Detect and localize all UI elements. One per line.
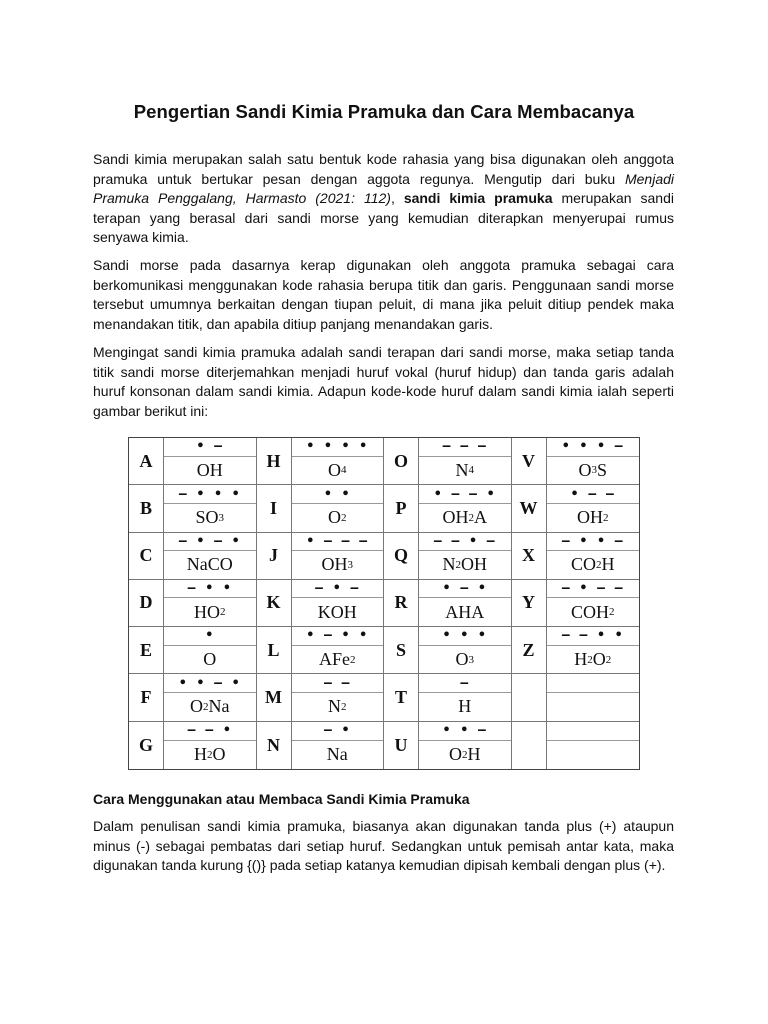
cipher-letter: B <box>129 485 164 531</box>
morse-code: – • • – <box>547 533 640 552</box>
cipher-code <box>419 438 511 484</box>
morse-code: – – • – <box>419 533 511 552</box>
paragraph-intro <box>93 150 674 248</box>
table-cell <box>257 722 385 769</box>
paragraph-usage: Dalam penulisan sandi kimia pramuka, biasanya akan digunakan tanda plus (+) ataupun minus (-) sebagai pembatas dari setiap huruf. Sedangkan untuk pemisah antar kata, maka digunakan tanda kurung {()} pada setiap katanya kemudian dipisah kembali dengan plus (+). <box>93 818 674 874</box>
cipher-code <box>547 533 640 579</box>
table-cell <box>384 580 512 627</box>
page-title: Pengertian Sandi Kimia Pramuka dan Cara Membacanya <box>133 101 635 122</box>
table-cell <box>384 722 512 769</box>
cipher-letter: N <box>257 722 292 769</box>
cipher-code <box>547 722 640 769</box>
morse-code <box>547 674 640 693</box>
morse-code: • • • • <box>292 438 384 457</box>
chemical-formula: H <box>458 696 472 717</box>
table-cell <box>384 627 512 674</box>
chemical-formula: AHA <box>445 601 485 622</box>
morse-code: – • • • <box>164 485 256 504</box>
cipher-code <box>164 533 256 579</box>
cipher-code <box>292 580 384 626</box>
chemical-formula: KOH <box>317 601 357 622</box>
cipher-code <box>292 674 384 720</box>
table-cell <box>257 533 385 580</box>
table-cell <box>129 533 257 580</box>
chemical-formula: O 4 <box>328 459 347 480</box>
section-heading: Cara Menggunakan atau Membaca Sandi Kimia Pramuka <box>93 791 470 807</box>
morse-code: • • <box>292 485 384 504</box>
cipher-letter: T <box>384 674 419 720</box>
chemical-formula: NaCO <box>186 554 233 575</box>
chemical-formula: O <box>203 649 217 670</box>
chemical-formula: CO 2 H <box>570 554 615 575</box>
cipher-letter: E <box>129 627 164 673</box>
morse-code: • • – • <box>164 674 256 693</box>
paragraph-morse: Sandi morse pada dasarnya kerap digunakan oleh anggota pramuka sebagai cara berkomunikasi menggunakan kode rahasia berupa titik dan garis. Penggunaan sandi morse tersebut umumnya berkaitan dengan tiupan peluit, di mana jika peluit ditiup pendek maka menandakan titik, dan apabila ditiup panjang menandakan garis. <box>93 257 674 332</box>
table-cell <box>384 674 512 721</box>
cipher-letter: O <box>384 438 419 484</box>
cipher-code <box>547 580 640 626</box>
morse-code: – • <box>292 722 384 741</box>
chemical-formula: SO 3 <box>195 507 224 528</box>
morse-code: • <box>164 627 256 646</box>
cipher-letter: L <box>257 627 292 673</box>
morse-code: – • – – <box>547 580 640 599</box>
table-cell <box>512 580 640 627</box>
table-cell <box>512 438 640 485</box>
paragraph-mapping: Mengingat sandi kimia pramuka adalah sandi terapan dari sandi morse, maka setiap tanda titik sandi morse diterjemahkan menjadi huruf vokal (huruf hidup) dan tanda garis adalah huruf konsonan dalam sandi kimia. Adapun kode-kode huruf dalam sandi kimia ialah seperti gambar berikut ini: <box>93 344 674 419</box>
chemical-formula: OH <box>196 459 223 480</box>
morse-code: • • • – <box>547 438 640 457</box>
morse-code: • • • <box>419 627 511 646</box>
table-cell <box>257 580 385 627</box>
chemical-formula: COH 2 <box>570 601 615 622</box>
morse-code: • – – • <box>419 485 511 504</box>
table-cell <box>512 485 640 532</box>
cipher-letter: K <box>257 580 292 626</box>
cipher-letter: I <box>257 485 292 531</box>
morse-code: • – • <box>419 580 511 599</box>
cipher-code <box>164 627 256 673</box>
table-cell <box>512 627 640 674</box>
morse-code: – • – <box>292 580 384 599</box>
cipher-code <box>547 627 640 673</box>
chemical-formula <box>547 741 640 769</box>
cipher-code <box>547 485 640 531</box>
cipher-code <box>164 722 256 769</box>
cipher-code <box>292 533 384 579</box>
cipher-letter <box>512 722 547 769</box>
chemical-formula: O 2 <box>328 507 347 528</box>
chemical-formula: O 3 <box>455 649 474 670</box>
paragraph-intro-text-2: , <box>390 190 404 207</box>
cipher-letter: R <box>384 580 419 626</box>
cipher-code <box>419 722 511 769</box>
chemical-formula: O 2 H <box>449 744 481 765</box>
table-cell <box>129 627 257 674</box>
cipher-code <box>419 674 511 720</box>
cipher-code <box>292 485 384 531</box>
cipher-letter: G <box>129 722 164 769</box>
cipher-letter: S <box>384 627 419 673</box>
table-cell <box>129 580 257 627</box>
table-cell <box>384 438 512 485</box>
cipher-letter: Q <box>384 533 419 579</box>
cipher-letter: W <box>512 485 547 531</box>
cipher-code <box>164 674 256 720</box>
morse-code: • – – – <box>292 533 384 552</box>
morse-code: • – – <box>547 485 640 504</box>
chemical-formula: O 3 S <box>578 459 607 480</box>
cipher-code <box>419 580 511 626</box>
cipher-code <box>292 722 384 769</box>
cipher-code <box>292 438 384 484</box>
cipher-letter: X <box>512 533 547 579</box>
table-cell <box>512 722 640 769</box>
cipher-code <box>419 627 511 673</box>
cipher-code <box>292 627 384 673</box>
table-cell <box>257 438 385 485</box>
chemical-formula: OH 3 <box>321 554 353 575</box>
cipher-letter: Z <box>512 627 547 673</box>
morse-code: – – <box>292 674 384 693</box>
chemical-formula: OH 2 <box>577 507 609 528</box>
chemical-formula: N 2 <box>328 696 347 717</box>
chemical-formula: N 2 OH <box>442 554 487 575</box>
book-citation: Menjadi Pramuka Penggalang, Harmasto (2021: 112) <box>93 170 674 207</box>
morse-code <box>547 722 640 741</box>
cipher-letter: M <box>257 674 292 720</box>
table-cell <box>129 438 257 485</box>
morse-code: – • – • <box>164 533 256 552</box>
table-cell <box>257 485 385 532</box>
table-cell <box>512 674 640 721</box>
sandi-kimia-table <box>128 437 640 770</box>
chemical-formula: AFe 2 <box>319 649 356 670</box>
cipher-letter <box>512 674 547 720</box>
cipher-code <box>547 674 640 720</box>
morse-code: – – – <box>419 438 511 457</box>
cipher-code <box>164 438 256 484</box>
table-cell <box>384 485 512 532</box>
cipher-letter: A <box>129 438 164 484</box>
table-cell <box>129 674 257 721</box>
morse-code: – <box>419 674 511 693</box>
cipher-letter: H <box>257 438 292 484</box>
cipher-code <box>419 485 511 531</box>
morse-code: • – <box>164 438 256 457</box>
morse-code: – – • <box>164 722 256 741</box>
table-cell <box>129 722 257 769</box>
morse-code: • – • • <box>292 627 384 646</box>
keyword-sandi-kimia: sandi kimia pramuka <box>403 190 553 207</box>
chemical-formula: Na <box>326 744 348 765</box>
paragraph-intro-text-1: Sandi kimia merupakan salah satu bentuk kode rahasia yang bisa digunakan oleh anggota pramuka untuk bertukar pesan dengan aggota regunya. Mengutip dari buku <box>93 151 674 187</box>
cipher-letter: U <box>384 722 419 769</box>
chemical-formula: OH 2 A <box>442 507 487 528</box>
table-cell <box>129 485 257 532</box>
morse-code: – • • <box>164 580 256 599</box>
table-cell <box>384 533 512 580</box>
cipher-code <box>164 485 256 531</box>
chemical-formula <box>547 693 640 721</box>
paragraph-intro-text-3: merupakan sandi terapan yang berasal dari sandi morse yang kemudian diterapkan menyerupai rumus senyawa kimia. <box>93 190 674 246</box>
chemical-formula: HO 2 <box>194 601 226 622</box>
cipher-letter: F <box>129 674 164 720</box>
table-cell <box>512 533 640 580</box>
cipher-letter: Y <box>512 580 547 626</box>
chemical-formula: O 2 Na <box>190 696 230 717</box>
cipher-code <box>164 580 256 626</box>
chemical-formula: N 4 <box>455 459 474 480</box>
cipher-code <box>547 438 640 484</box>
cipher-letter: V <box>512 438 547 484</box>
table-cell <box>257 674 385 721</box>
cipher-letter: P <box>384 485 419 531</box>
cipher-letter: J <box>257 533 292 579</box>
cipher-letter: D <box>129 580 164 626</box>
chemical-formula: H 2 O <box>194 744 226 765</box>
morse-code: – – • • <box>547 627 640 646</box>
cipher-code <box>419 533 511 579</box>
chemical-formula: H 2 O 2 <box>574 649 612 670</box>
morse-code: • • – <box>419 722 511 741</box>
table-cell <box>257 627 385 674</box>
cipher-letter: C <box>129 533 164 579</box>
